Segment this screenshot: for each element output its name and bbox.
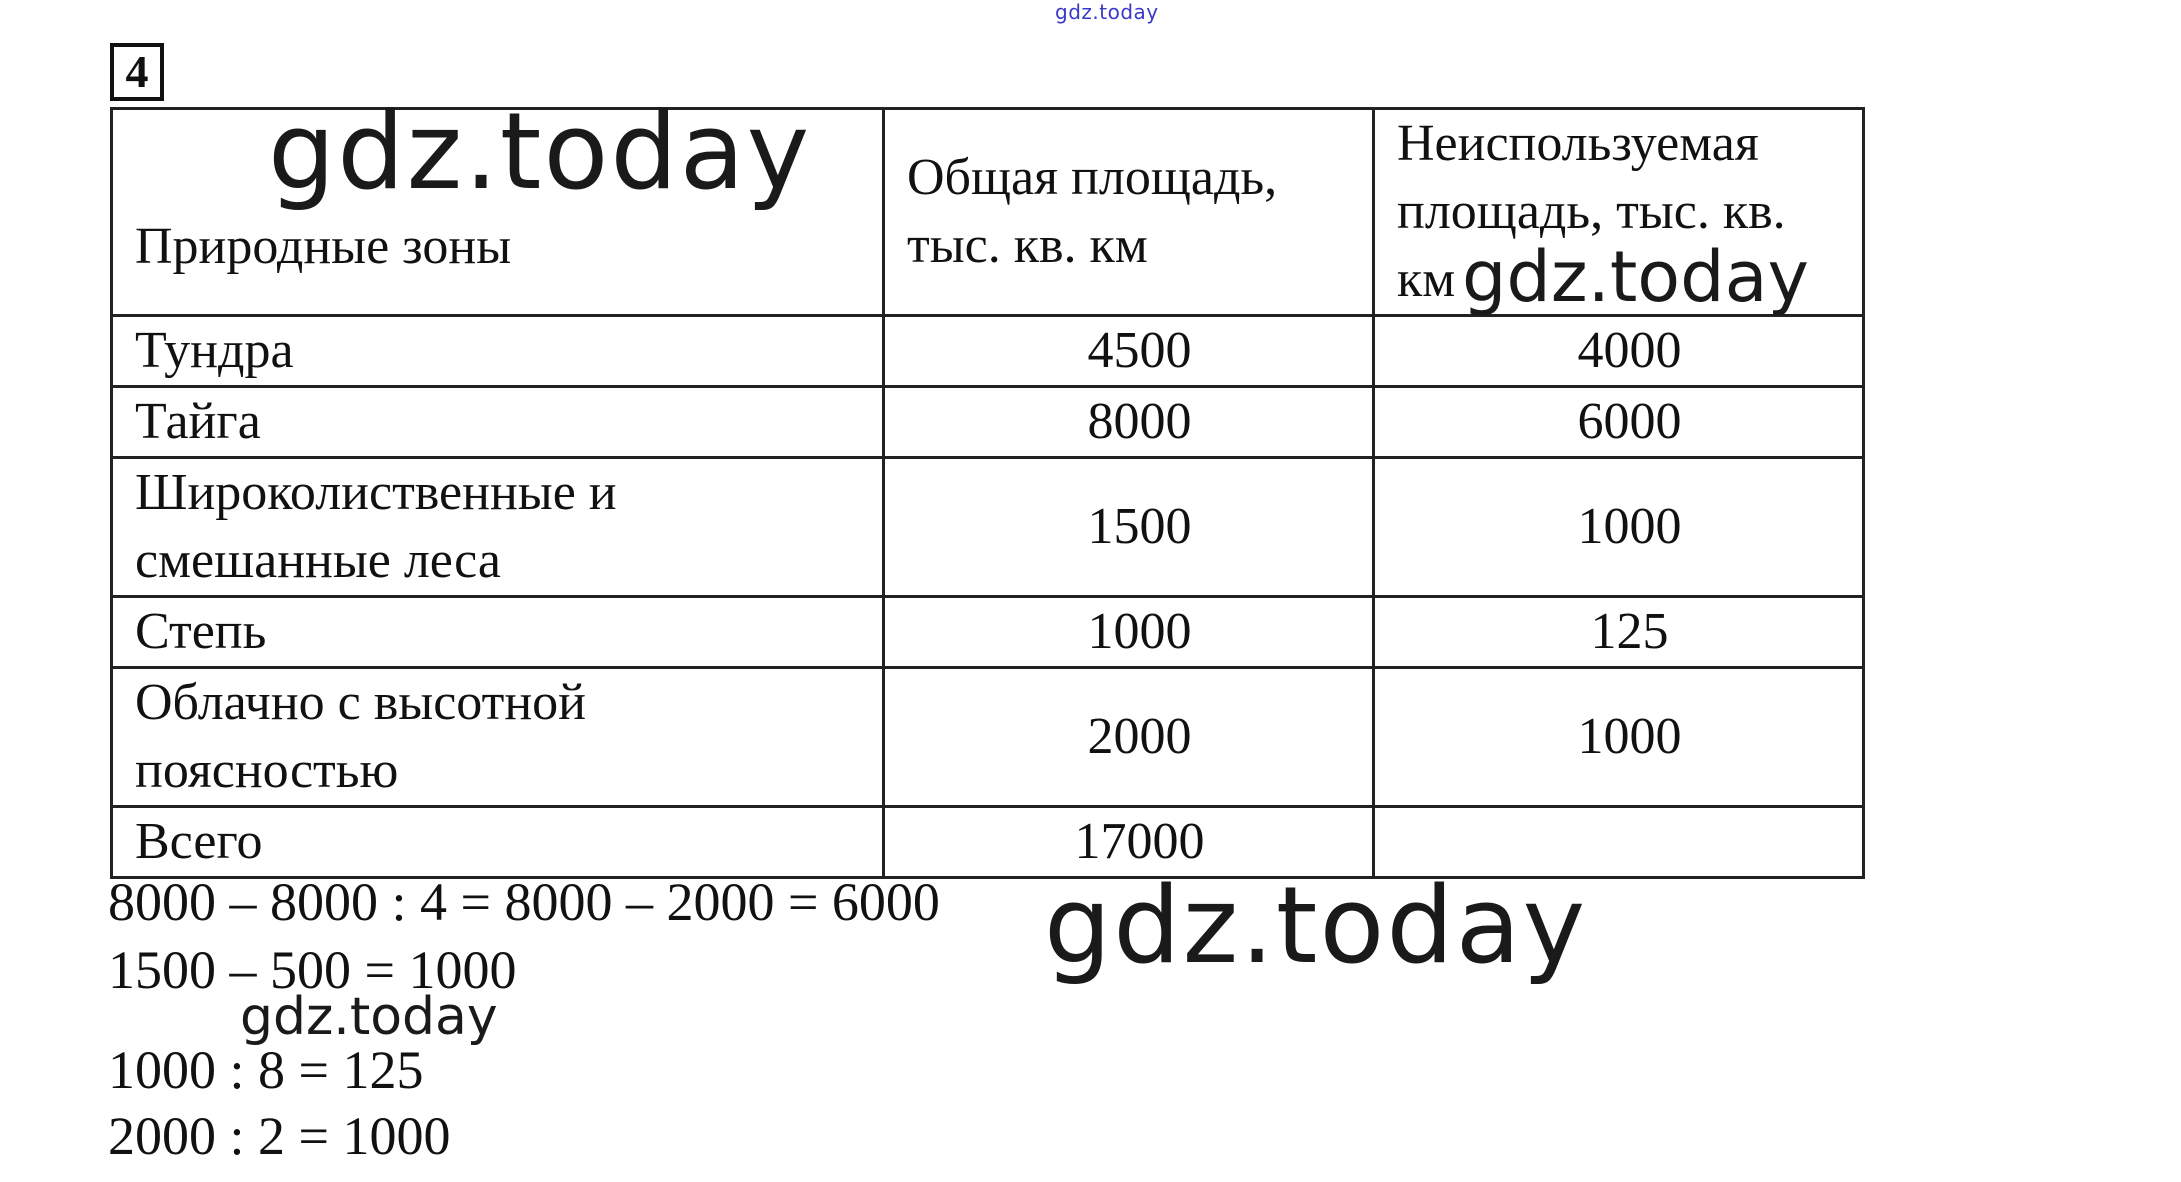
watermark-middle: gdz.today <box>1044 864 1588 987</box>
unused-area-value: 1000 <box>1374 458 1864 597</box>
header-unused-area: Неиспользуемая площадь, тыс. кв. км <box>1374 109 1864 316</box>
total-area-value: 4500 <box>884 316 1374 387</box>
zone-name: Тундра <box>112 316 884 387</box>
zone-name: Облачно с высотной поясностью <box>112 668 884 807</box>
table-row <box>112 668 1864 807</box>
calculation-line: 2000 : 2 = 1000 <box>108 1106 451 1166</box>
table-row <box>112 387 1864 458</box>
total-area-value: 2000 <box>884 668 1374 807</box>
total-area-value: 8000 <box>884 387 1374 458</box>
table-row <box>112 316 1864 387</box>
unused-area-value: 4000 <box>1374 316 1864 387</box>
header-total-area: Общая площадь, тыс. кв. км <box>884 109 1374 316</box>
table-header-row <box>112 109 1864 316</box>
table-row <box>112 458 1864 597</box>
calculation-line: 1500 – 500 = 1000 <box>108 940 517 1000</box>
natural-zones-table <box>110 107 1865 879</box>
zone-name: Широколиственные и смешанные леса <box>112 458 884 597</box>
total-area-value: 1500 <box>884 458 1374 597</box>
zone-name: Тайга <box>112 387 884 458</box>
unused-area-value <box>1374 807 1864 878</box>
task-number: 4 <box>110 43 164 101</box>
zone-name: Степь <box>112 597 884 668</box>
watermark-lower: gdz.today <box>240 987 498 1047</box>
total-area-value: 1000 <box>884 597 1374 668</box>
zone-name: Всего <box>112 807 884 878</box>
total-area-value: 17000 <box>884 807 1374 878</box>
unused-area-value: 6000 <box>1374 387 1864 458</box>
watermark-main: gdz.today <box>268 90 812 213</box>
table-row-total <box>112 807 1864 878</box>
calculation-line: 1000 : 8 = 125 <box>108 1040 424 1100</box>
table-row <box>112 597 1864 668</box>
header-zones: Природные зоны <box>112 109 884 316</box>
unused-area-value: 125 <box>1374 597 1864 668</box>
calculation-line: 8000 – 8000 : 4 = 8000 – 2000 = 6000 <box>108 872 940 932</box>
unused-area-value: 1000 <box>1374 668 1864 807</box>
watermark-top: gdz.today <box>1055 0 1159 24</box>
watermark-header: gdz.today <box>1462 236 1809 318</box>
